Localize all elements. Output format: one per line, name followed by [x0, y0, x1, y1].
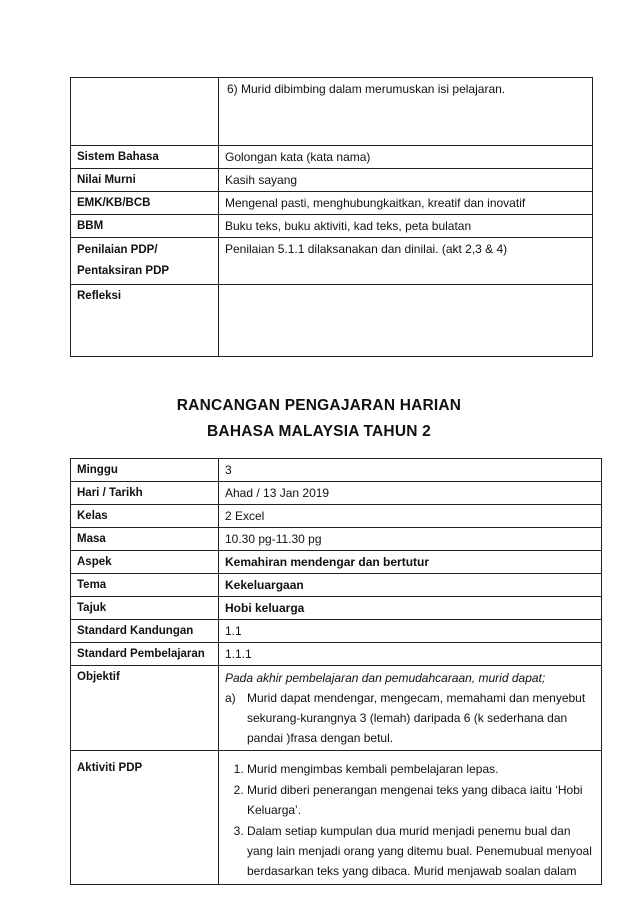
row-value: [219, 285, 593, 357]
table-row: [71, 238, 593, 285]
list-item: 1. Murid mengimbas kembali pembelajaran lepas.: [247, 759, 595, 779]
table-row: [71, 285, 593, 357]
objektif-intro: Pada akhir pembelajaran dan pemudahcaraan, murid dapat;: [225, 671, 546, 685]
row-value: 3: [219, 459, 602, 482]
objektif-item-text: Murid dapat mendengar, mengecam, memahami dan menyebut sekurang-kurangnya 3 (lemah) daripada 6 (k sederhana dan pandai )frasa dengan betul.: [247, 691, 586, 745]
table-row: [71, 551, 602, 574]
lesson-plan-table-continued: [70, 77, 593, 357]
table-row: [71, 459, 602, 482]
row-value: Golongan kata (kata nama): [219, 146, 593, 169]
table-row: [71, 597, 602, 620]
row-label: Standard Pembelajaran: [71, 643, 219, 666]
row-label: [71, 238, 219, 285]
table-row: [71, 192, 593, 215]
table-row: [71, 169, 593, 192]
row-label: Tajuk: [71, 597, 219, 620]
row-value: Kasih sayang: [219, 169, 593, 192]
aktiviti-list: [225, 759, 595, 881]
row-value: 1.1: [219, 620, 602, 643]
row-label: Standard Kandungan: [71, 620, 219, 643]
row-value: 10.30 pg-11.30 pg: [219, 528, 602, 551]
table-row: [71, 215, 593, 238]
row-label: Masa: [71, 528, 219, 551]
row-label: EMK/KB/BCB: [71, 192, 219, 215]
table-row: [71, 146, 593, 169]
row-value: Penilaian 5.1.1 dilaksanakan dan dinilai. (akt 2,3 & 4): [219, 238, 593, 285]
table-row: [71, 643, 602, 666]
lesson-plan-table: [70, 458, 602, 885]
table-row: [71, 751, 602, 885]
row-label: Kelas: [71, 505, 219, 528]
row-label: Aspek: [71, 551, 219, 574]
table-row: [71, 666, 602, 751]
table-row: [71, 528, 602, 551]
row-label: [71, 78, 219, 146]
row-label: Objektif: [71, 666, 219, 751]
row-label: Nilai Murni: [71, 169, 219, 192]
row-value: Hobi keluarga: [219, 597, 602, 620]
row-value: 2 Excel: [219, 505, 602, 528]
row-value: 1.1.1: [219, 643, 602, 666]
list-item: 3. Dalam setiap kumpulan dua murid menjadi penemu bual dan yang lain menjadi orang yang ditemu bual. Penemubual menyoal berdasarkan teks yang dibaca. Murid menjawab soalan dalam: [247, 821, 595, 881]
list-marker: a): [225, 691, 236, 705]
table-row: [71, 505, 602, 528]
aktiviti-cell: [219, 751, 602, 885]
label-line: Pentaksiran PDP: [77, 265, 170, 277]
label-line: Penilaian PDP/: [77, 244, 158, 256]
row-label: Hari / Tarikh: [71, 482, 219, 505]
row-label: Refleksi: [71, 285, 219, 357]
page-subtitle: BAHASA MALAYSIA TAHUN 2: [207, 423, 431, 440]
row-label: Sistem Bahasa: [71, 146, 219, 169]
row-value: Kekeluargaan: [219, 574, 602, 597]
row-label: Tema: [71, 574, 219, 597]
row-label: Aktiviti PDP: [71, 751, 219, 885]
row-value: Mengenal pasti, menghubungkaitkan, kreatif dan inovatif: [219, 192, 593, 215]
row-value: 6) Murid dibimbing dalam merumuskan isi pelajaran.: [219, 78, 593, 146]
table-row: [71, 620, 602, 643]
row-value: Buku teks, buku aktiviti, kad teks, peta bulatan: [219, 215, 593, 238]
page-title: RANCANGAN PENGAJARAN HARIAN: [176, 397, 462, 414]
list-item: 2. Murid diberi penerangan mengenai teks yang dibaca iaitu ‘Hobi Keluarga’.: [247, 780, 595, 820]
objektif-item: [225, 688, 595, 748]
row-value: Ahad / 13 Jan 2019: [219, 482, 602, 505]
table-row: [71, 574, 602, 597]
row-label: Minggu: [71, 459, 219, 482]
table-row: [71, 482, 602, 505]
row-value: Kemahiran mendengar dan bertutur: [219, 551, 602, 574]
table-row: [71, 78, 593, 146]
objektif-cell: [219, 666, 602, 751]
row-label: BBM: [71, 215, 219, 238]
